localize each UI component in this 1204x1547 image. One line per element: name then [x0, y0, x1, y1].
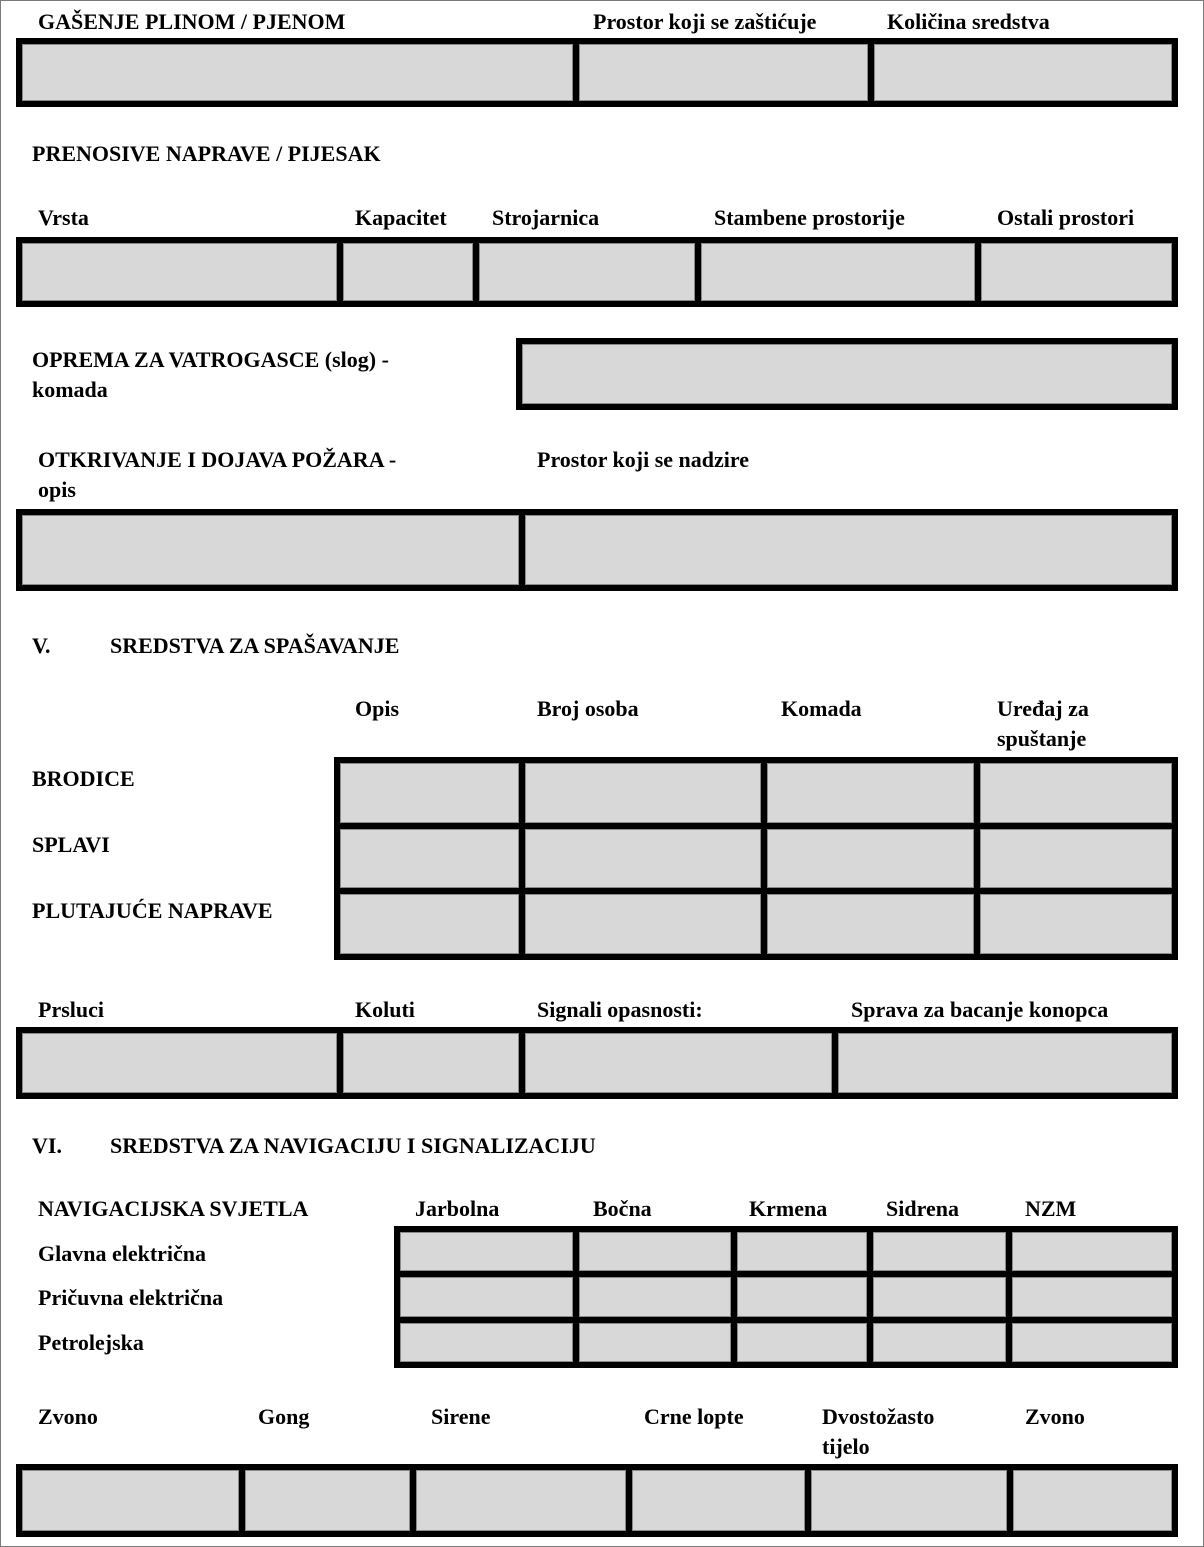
oil-anchor-field[interactable]	[873, 1323, 1006, 1362]
buoyant-description-field[interactable]	[340, 894, 519, 954]
column-header-line-throwing: Sprava za bacanje konopca	[851, 997, 1109, 1022]
firefighter-table	[516, 338, 1178, 410]
liferafts-pieces-field[interactable]	[767, 829, 974, 889]
column-header-anchor-light: Sidrena	[886, 1196, 959, 1221]
liferafts-persons-field[interactable]	[525, 829, 761, 889]
emergency-masthead-field[interactable]	[400, 1277, 573, 1316]
column-header-persons: Broj osoba	[537, 696, 639, 721]
fire-detection-monitored-space-field[interactable]	[525, 515, 1172, 585]
portable-living-quarters-field[interactable]	[701, 243, 975, 301]
double-cone-field[interactable]	[811, 1470, 1007, 1531]
main-anchor-field[interactable]	[873, 1232, 1006, 1271]
column-header-distress-signals: Signali opasnosti:	[537, 997, 703, 1022]
column-header-double-cone-line1: Dvostožasto	[822, 1404, 935, 1429]
column-header-lifejackets: Prsluci	[38, 997, 104, 1022]
signals-table	[16, 1464, 1178, 1537]
column-header-type: Vrsta	[38, 205, 89, 230]
lifeboats-pieces-field[interactable]	[767, 763, 974, 823]
gas-foam-description-field[interactable]	[22, 44, 573, 101]
portable-capacity-field[interactable]	[343, 243, 473, 301]
line-throwing-field[interactable]	[838, 1033, 1172, 1093]
section-number-navigation: VI.	[32, 1133, 62, 1158]
portable-type-field[interactable]	[22, 243, 337, 301]
column-header-protected-space: Prostor koji se zaštićuje	[593, 9, 817, 34]
oil-sidelight-field[interactable]	[579, 1323, 731, 1362]
column-header-gong: Gong	[258, 1404, 310, 1429]
row-label-lifeboats: BRODICE	[32, 766, 135, 791]
main-nuc-field[interactable]	[1012, 1232, 1172, 1271]
main-masthead-field[interactable]	[400, 1232, 573, 1271]
column-header-sirens: Sirene	[431, 1404, 491, 1429]
emergency-anchor-field[interactable]	[873, 1277, 1006, 1316]
section-title-fire-detection-line2: opis	[38, 477, 76, 502]
section-title-gas-foam: GAŠENJE PLINOM / PJENOM	[38, 9, 346, 34]
buoyant-persons-field[interactable]	[525, 894, 761, 954]
column-header-bell-2: Zvono	[1025, 1404, 1085, 1429]
column-header-black-balls: Crne lopte	[644, 1404, 744, 1429]
row-label-buoyant-apparatus: PLUTAJUĆE NAPRAVE	[32, 898, 273, 923]
bell-field[interactable]	[22, 1470, 239, 1531]
fire-detection-description-field[interactable]	[22, 515, 519, 585]
lifeboats-launching-device-field[interactable]	[980, 763, 1172, 823]
section-number-rescue: V.	[32, 633, 51, 658]
lifejackets-field[interactable]	[22, 1033, 337, 1093]
section-title-portable: PRENOSIVE NAPRAVE / PIJESAK	[32, 141, 381, 166]
gas-foam-protected-space-field[interactable]	[579, 44, 868, 101]
column-header-bell: Zvono	[38, 1404, 98, 1429]
main-sidelight-field[interactable]	[579, 1232, 731, 1271]
column-header-description: Opis	[355, 696, 400, 721]
section-title-rescue: SREDSTVA ZA SPAŠAVANJE	[110, 633, 400, 658]
bell-2-field[interactable]	[1013, 1470, 1172, 1531]
sirens-field[interactable]	[416, 1470, 626, 1531]
main-sternlight-field[interactable]	[737, 1232, 867, 1271]
section-title-firefighter-line1: OPREMA ZA VATROGASCE (slog) -	[32, 347, 389, 372]
distress-signals-field[interactable]	[525, 1033, 832, 1093]
row-label-main-electric: Glavna električna	[38, 1241, 207, 1266]
portable-table	[16, 237, 1178, 307]
navigation-lights-table	[394, 1226, 1178, 1368]
row-label-oil-lamp: Petrolejska	[38, 1330, 144, 1355]
oil-masthead-field[interactable]	[400, 1323, 573, 1362]
column-header-engine-room: Strojarnica	[492, 205, 600, 230]
column-header-agent-quantity: Količina sredstva	[887, 9, 1050, 34]
column-header-nuc: NZM	[1025, 1196, 1077, 1221]
gong-field[interactable]	[245, 1470, 410, 1531]
column-header-sidelight: Bočna	[593, 1196, 652, 1221]
navigation-lights-title: NAVIGACIJSKA SVJETLA	[38, 1196, 309, 1221]
lifebuoys-field[interactable]	[343, 1033, 519, 1093]
fire-detection-table	[16, 509, 1178, 591]
lifeboats-persons-field[interactable]	[525, 763, 761, 823]
column-header-monitored-space: Prostor koji se nadzire	[537, 447, 750, 472]
section-title-firefighter-line2: komada	[32, 377, 108, 402]
section-title-navigation: SREDSTVA ZA NAVIGACIJU I SIGNALIZACIJU	[110, 1133, 596, 1158]
rescue-table	[334, 757, 1178, 960]
row-label-liferafts: SPLAVI	[32, 832, 110, 857]
oil-nuc-field[interactable]	[1012, 1323, 1172, 1362]
column-header-masthead: Jarbolna	[415, 1196, 500, 1221]
black-balls-field[interactable]	[632, 1470, 805, 1531]
column-header-sternlight: Krmena	[749, 1196, 828, 1221]
column-header-lifebuoys: Koluti	[355, 997, 415, 1022]
buoyant-pieces-field[interactable]	[767, 894, 974, 954]
firefighter-quantity-field[interactable]	[522, 344, 1172, 404]
section-title-fire-detection-line1: OTKRIVANJE I DOJAVA POŽARA -	[38, 447, 397, 472]
column-header-other-spaces: Ostali prostori	[997, 205, 1135, 230]
row-label-emergency-electric: Pričuvna električna	[38, 1285, 224, 1310]
rescue-misc-table	[16, 1027, 1178, 1099]
emergency-sternlight-field[interactable]	[737, 1277, 867, 1316]
oil-sternlight-field[interactable]	[737, 1323, 867, 1362]
gas-foam-table	[16, 38, 1178, 107]
column-header-double-cone-line2: tijelo	[822, 1434, 870, 1459]
liferafts-description-field[interactable]	[340, 829, 519, 889]
buoyant-launching-device-field[interactable]	[980, 894, 1172, 954]
column-header-capacity: Kapacitet	[355, 205, 447, 230]
lifeboats-description-field[interactable]	[340, 763, 519, 823]
column-header-launching-device-line2: spuštanje	[997, 726, 1087, 751]
liferafts-launching-device-field[interactable]	[980, 829, 1172, 889]
gas-foam-quantity-field[interactable]	[874, 44, 1172, 101]
emergency-sidelight-field[interactable]	[579, 1277, 731, 1316]
column-header-living-quarters: Stambene prostorije	[714, 205, 905, 230]
column-header-pieces: Komada	[781, 696, 862, 721]
emergency-nuc-field[interactable]	[1012, 1277, 1172, 1316]
portable-engine-room-field[interactable]	[479, 243, 695, 301]
portable-other-spaces-field[interactable]	[981, 243, 1172, 301]
column-header-launching-device-line1: Uređaj za	[997, 696, 1089, 721]
